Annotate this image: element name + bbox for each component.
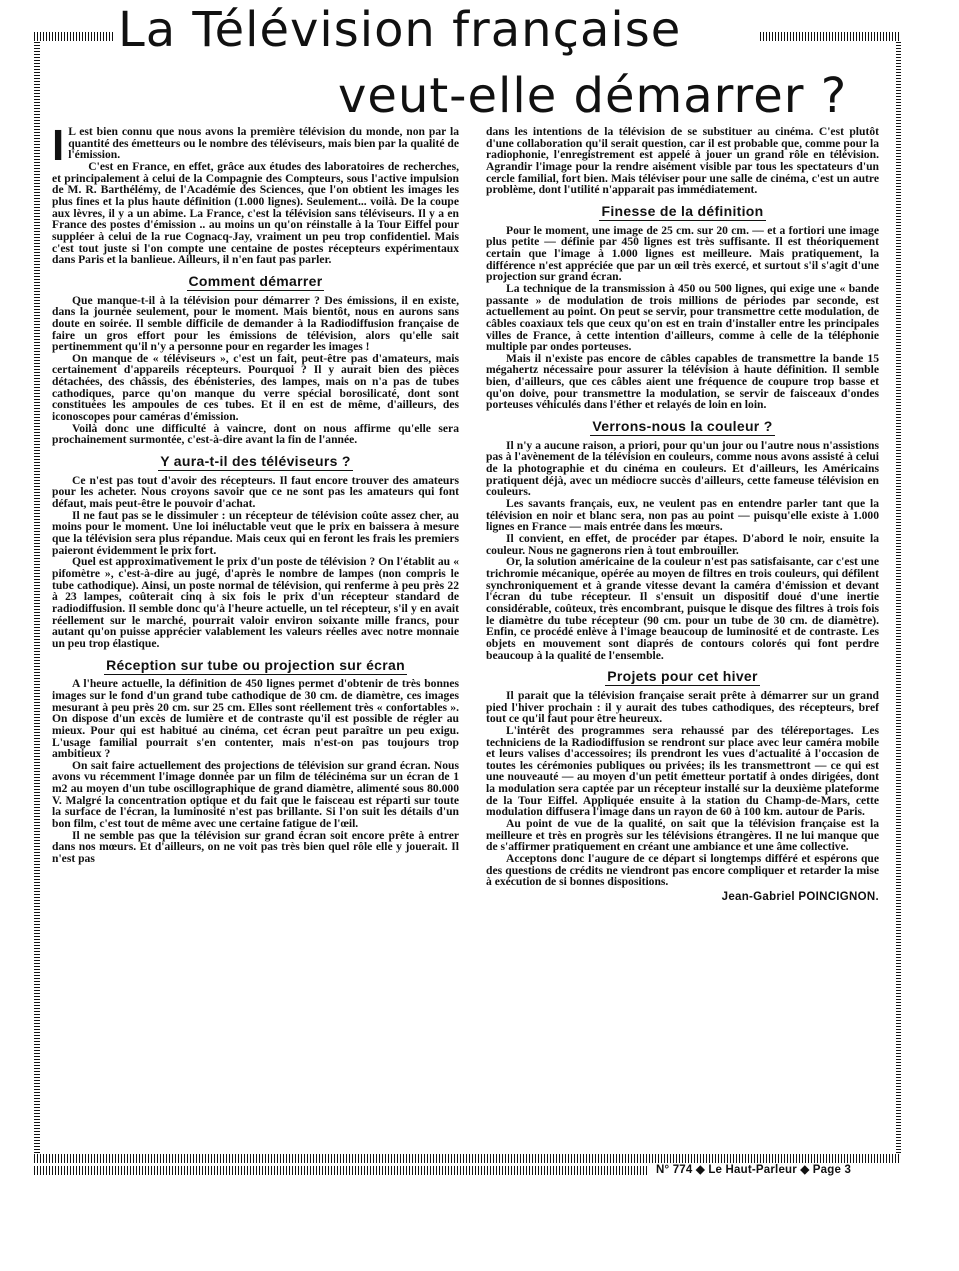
top-left-dotted-rule (34, 32, 114, 41)
paragraph: Les savants français, eux, ne veulent pas en entendre parler tant que la télévision en noir et blanc sera, non pas au point — puisqu'elle existe à 1.000 lignes en France — mais entrée dans les mœurs. (486, 497, 879, 534)
top-right-dotted-rule (760, 32, 901, 41)
footer-dotted-rule (34, 1166, 649, 1175)
paragraph: Il ne faut pas se le dissimuler : un récepteur de télévision coûte assez cher, au moins pour le moment. Une loi inéluctable veut que le prix en baissera à mesure que la télévision sera plus répandue. Mais ceux qui en feront les frais les premiers paieront évidemment le prix fort. (52, 508, 459, 557)
article-column-left (52, 121, 459, 866)
paragraph: Il n'y a aucune raison, a priori, pour qu'un jour ou l'autre nous n'assistions pas à l'avènement de la télévision en couleurs, comme nous avons assisté à celui de la photographie et du cinéma en couleurs. Et d'ailleurs, les Américains pratiquent déjà, avec un médiocre succès d'ailleurs, cette fameuse télévision en couleurs. (486, 438, 879, 499)
section-heading-text: Verrons-nous la couleur ? (592, 418, 773, 435)
section-heading (486, 668, 879, 685)
section-heading-text: Finesse de la définition (601, 202, 764, 219)
headline-line-1: La Télévision française (118, 2, 682, 58)
article-column-right (486, 126, 879, 904)
section-heading-text: Y aura-t-il des téléviseurs ? (160, 453, 351, 470)
section-heading-text: Réception sur tube ou projection sur écran (106, 656, 405, 673)
paragraph: L est bien connu que nous avons la première télévision du monde, non par la quantité des émetteurs ou le nombre des téléviseurs, mais bien par la qualité de l'émission. (68, 125, 459, 162)
section-heading (52, 656, 459, 673)
paragraph: Ce n'est pas tout d'avoir des récepteurs. Il faut encore trouver des amateurs pour les acheter. Nous croyons savoir que ce ne sont pas les amateurs qui font défaut, mais peut-être le pouvoir d'achat. (52, 473, 459, 511)
section-heading (486, 202, 879, 219)
author-signature: Jean-Gabriel POINCIGNON. (721, 891, 879, 904)
paragraph: dans les intentions de la télévision de se substituer au cinéma. C'est plutôt d'une collaboration qu'il serait question, car il est probable que, comme pour la radiophonie, l'enregistrement est appelé à jouer un grand rôle en télévision. Agrandir l'image pour la rendre aisément visible par tous les spectateurs d'un cercle familial, fort bien. Mais téléviser pour une salle de cinéma, c'est un autre problème, dont l'utilité n'apparait pas immédiatement. (486, 125, 879, 197)
paragraph: Mais il n'existe pas encore de câbles capables de transmettre la bande 15 mégahertz nécessaire pour assurer la télévision à haute définition. Il semble bien, d'ailleurs, que ces câbles aient une fréquence de coupure trop basse et qu'on doive, pour transmettre la modulation, se servir de faisceaux d'ondes porteuses véhiculés dans l'éther et relayés de loin en loin. (486, 351, 879, 412)
paragraph: Que manque-t-il à la télévision pour démarrer ? Des émissions, il en existe, dans la journée seulement, pour le moment. Mais bientôt, nous en aurons sans doute en soirée. Il semble difficile de demander à la Radiodiffusion française de faire un gros effort pour les émissions de télévision, alors qu'elle sait pertinemment qu'il n'y a personne pour en regarder les images ! (52, 293, 459, 354)
paragraph: On manque de « téléviseurs », c'est un fait, peut-être pas d'amateurs, mais certainement d'appareils récepteurs. Pourquoi ? Il y aurait bien des pièces détachées, des châssis, des ébénisteries, des lampes, mais on n'a pas de tubes cathodiques, parce qu'on manque du verre spécial borosilicaté, dont sont constituées les ampoules de ces tubes. Et il en est de même, d'ailleurs, des iconoscopes pour caméras d'émission. (52, 351, 459, 424)
paragraph: Voilà donc une difficulté à vaincre, dont on nous affirme qu'elle sera prochainement surmontée, c'est-à-dire avant la fin de l'année. (52, 421, 459, 447)
section-heading-text: Comment démarrer (188, 272, 323, 289)
page-footer: N° 774 ◆ Le Haut-Parleur ◆ Page 3 (656, 1164, 852, 1176)
paragraph: A l'heure actuelle, la définition de 450 lignes permet d'obtenir de très bonnes images sur le fond d'un grand tube cathodique de 30 cm. de diamètre, ces images mesurant à peu près 20 cm. sur 25 cm. Elles sont réellement très « confortables ». On dispose d'un excès de lumière et de contraste qu'il est possible de régler au mieux. Pour qui est habitué au cinéma, cet écran peut paraître un peu exigu. L'usage familial pourrait s'en contenter, mais n'est-on pas toujours trop ambitieux ? (52, 677, 459, 761)
paragraph: Il ne semble pas que la télévision sur grand écran soit encore prête à entrer dans nos mœurs. Et d'ailleurs, on ne voit pas très bien quel rôle elle y jouerait. Il n'est pas (52, 828, 459, 866)
left-dotted-rule (34, 36, 40, 1154)
paragraph: Il parait que la télévision française serait prête à démarrer sur un grand pied l'hiver prochain : il y aurait des tubes cathodiques, des récepteurs, bref tout ce qu'il faut pour être heureux. (486, 688, 879, 726)
paragraph: Or, la solution américaine de la couleur n'est pas satisfaisante, car c'est une trichromie mécanique, opérée au moyen de filtres en trois couleurs, qui défilent synchroniquement et à grande vitesse devant la caméra d'émission et devant l'écran du tube récepteur. Il s'ensuit un dispositif doué d'une inertie considérable, coûteux, très encombrant, puisque le disque des filtres à trois fois le diamètre du tube récepteur (90 cm. pour un tube de 30 cm. de diamètre). Enfin, ce procédé enlève à l'image beaucoup de luminosité et de contraste. Les objets en mouvement sont diaprés de contours colorés qui font perdre beaucoup à la qualité de l'ensemble. (486, 555, 879, 662)
paragraph: La technique de la transmission à 450 ou 500 lignes, qui exige une « bande passante » de modulation de trois millions de périodes par seconde, est actuellement au point. On peut se servir, pour transmettre cette modulation, de câbles coaxiaux tels que ceux qu'on est en train d'installer entre les principales villes de France, à cette intention d'ailleurs, comme à celle de la téléphonie multiple par ondes porteuses. (486, 281, 879, 354)
paragraph: Acceptons donc l'augure de ce départ si longtemps différé et espérons que des questions de crédits ne viendront pas encore compliquer et retarder la mise à exécution de si bonnes dispositions. (486, 852, 879, 889)
paragraph: Au point de vue de la qualité, on sait que la télévision française est la meilleure et très en progrès sur les télévisions étrangères. Il ne lui manque que de s'affirmer pratiquement en créant une ambiance et une âme collective. (486, 817, 879, 854)
paragraph: C'est en France, en effet, grâce aux études des laboratoires de recherches, et principalement à celui de la Compagnie des Compteurs, sous l'active impulsion de M. R. Barthélémy, de l'Académie des Sciences, que l'on obtient les images les plus fines et la plus haute définition (1.000 lignes). Seulement... voilà. De la coupe aux lèvres, il y a un abime. La France, c'est la télévision sans téléviseurs. Il y a en France des postes d'émission .. au moins un qu'on réinstalle à la Tour Eiffel pour suppléer à celui de la rue Cognacq-Jay, vraiment un peu trop confidentiel. Mais c'est tout juste si l'on compte une centaine de postes récepteurs expérimentaux dans Paris et la banlieue. Ailleurs, il n'en faut pas parler. (52, 159, 459, 267)
paragraph: Pour le moment, une image de 25 cm. sur 20 cm. — et a fortiori une image plus petite — définie par 450 lignes est très suffisante. Il est théoriquement certain que l'image à 1.000 lignes est meilleure. Mais pratiquement, la différence n'est appréciée que par un œil très exercé, et surtout s'il s'agit d'une projection sur grand écran. (486, 223, 879, 284)
section-heading (52, 453, 459, 470)
section-heading (52, 272, 459, 289)
headline-line-2: veut-elle démarrer ? (338, 68, 848, 124)
section-heading (486, 418, 879, 435)
paragraph: L'intérêt des programmes sera rehaussé par des téléreportages. Les techniciens de la Radiodiffusion se rendront sur place avec leur caméra mobile et leurs valises d'accessoires; ils prendront les vues d'actualité à l'occasion de toutes les cérémonies publiques ou privées; ils les transmettront — ce qui est une nouveauté — au moyen d'un petit émetteur portatif à ondes dirigées, dont la modulation sera captée par un récepteur installé sur la deuxième plateforme de la Tour Eiffel. Appliquée ensuite à la station du Champ-de-Mars, cette modulation diffusera l'image dans un rayon de 60 à 100 km. autour de Paris. (486, 723, 879, 819)
section-heading-text: Projets pour cet hiver (607, 668, 758, 685)
right-dotted-rule (896, 36, 901, 1154)
drop-cap: I (52, 121, 65, 170)
paragraph: Quel est approximativement le prix d'un poste de télévision ? On l'établit au « pifomètre », c'est-à-dire au jugé, d'après le nombre de lampes (non compris le tube cathodique). Ainsi, un poste normal de télévision, qui renferme à peu près 22 à 23 lampes, coûterait cinq à six fois le prix d'un récepteur standard de radiodiffusion. Il semble donc qu'à l'heure actuelle, un tel récepteur, s'il y en avait réellement sur le marché, pourrait valoir environ soixante mille francs, pour autant qu'on puisse apprécier valablement les valeurs réelles avec notre monnaie un peu trop élastique. (52, 555, 459, 650)
paragraph: On sait faire actuellement des projections de télévision sur grand écran. Nous avons vu récemment l'image donnée par un film de télécinéma sur un écran de 1 m2 au moyen d'un tube oscillographique de grand diamètre, alimenté sous 80.000 V. Malgré la concentration optique et du fait que le faisceau est réparti sur toute la surface de l'écran, la luminosité n'est pas brillante. Si l'on suit les détails d'un bon film, c'est tout de même avec une certaine fatigue de l'œil. (52, 758, 459, 831)
paragraph: Il convient, en effet, de procéder par étapes. D'abord le noir, ensuite la couleur. Nous ne gagnerons rien à tout embrouiller. (486, 532, 879, 557)
